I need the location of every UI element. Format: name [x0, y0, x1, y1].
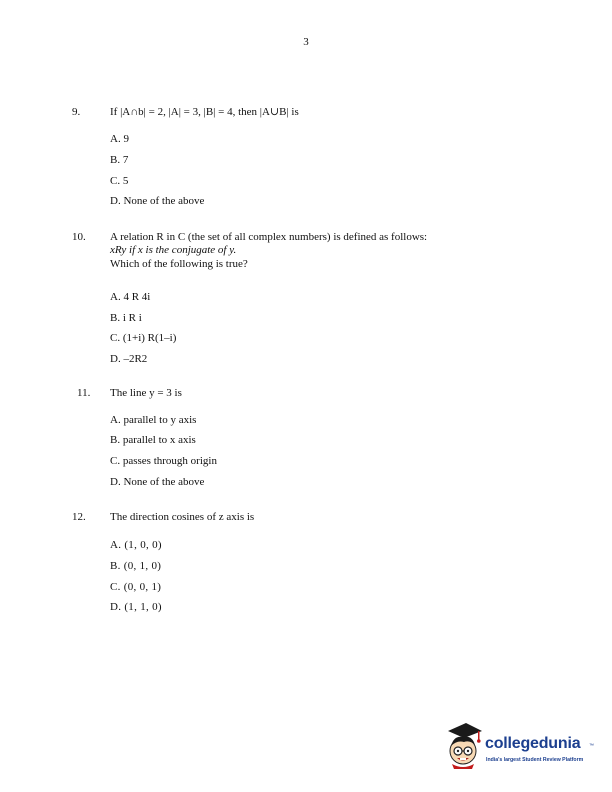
option-a: A. (1, 0, 0) [110, 539, 162, 551]
question-text: The line y = 3 is [110, 387, 182, 399]
collegedunia-logo [442, 721, 602, 779]
page-number: 3 [303, 36, 309, 48]
question-text: The direction cosines of z axis is [110, 511, 255, 523]
logo-tagline: India's largest Student Review Platform [486, 757, 584, 763]
option-a: A. 4 R 4i [110, 291, 151, 303]
option-c: C. passes through origin [110, 455, 217, 467]
option-b: B. 7 [110, 154, 129, 166]
option-b: B. i R i [110, 312, 142, 324]
question-number: 9. [72, 106, 81, 118]
option-d: D. (1, 1, 0) [110, 601, 162, 613]
option-a: A. 9 [110, 133, 129, 145]
logo-wordmark: collegedunia [485, 735, 581, 752]
question-text-line-3: Which of the following is true? [110, 258, 248, 270]
logo-trademark: ™ [589, 743, 594, 749]
question-text-line-1: A relation R in C (the set of all complex numbers) is defined as follows: [110, 231, 428, 243]
question-12 [72, 511, 512, 621]
option-c: C. (0, 0, 1) [110, 581, 162, 593]
option-c: C. 5 [110, 175, 129, 187]
option-a: A. parallel to y axis [110, 414, 197, 426]
option-b: B. (0, 1, 0) [110, 560, 162, 572]
question-number: 12. [72, 511, 86, 523]
question-number: 10. [72, 231, 86, 243]
question-11 [77, 387, 517, 497]
option-d: D. None of the above [110, 195, 205, 207]
question-text-line-2: xRy if x is the conjugate of y. [110, 244, 237, 256]
option-c: C. (1+i) R(1–i) [110, 332, 177, 344]
option-d: D. None of the above [110, 476, 205, 488]
question-9 [72, 106, 512, 216]
question-number: 11. [77, 387, 91, 399]
option-d: D. –2R2 [110, 353, 148, 365]
mascot-icon [442, 721, 486, 771]
question-text: If |A∩b| = 2, |A| = 3, |B| = 4, then |A∪B| is [110, 106, 299, 118]
question-10 [72, 231, 512, 371]
option-b: B. parallel to x axis [110, 434, 196, 446]
